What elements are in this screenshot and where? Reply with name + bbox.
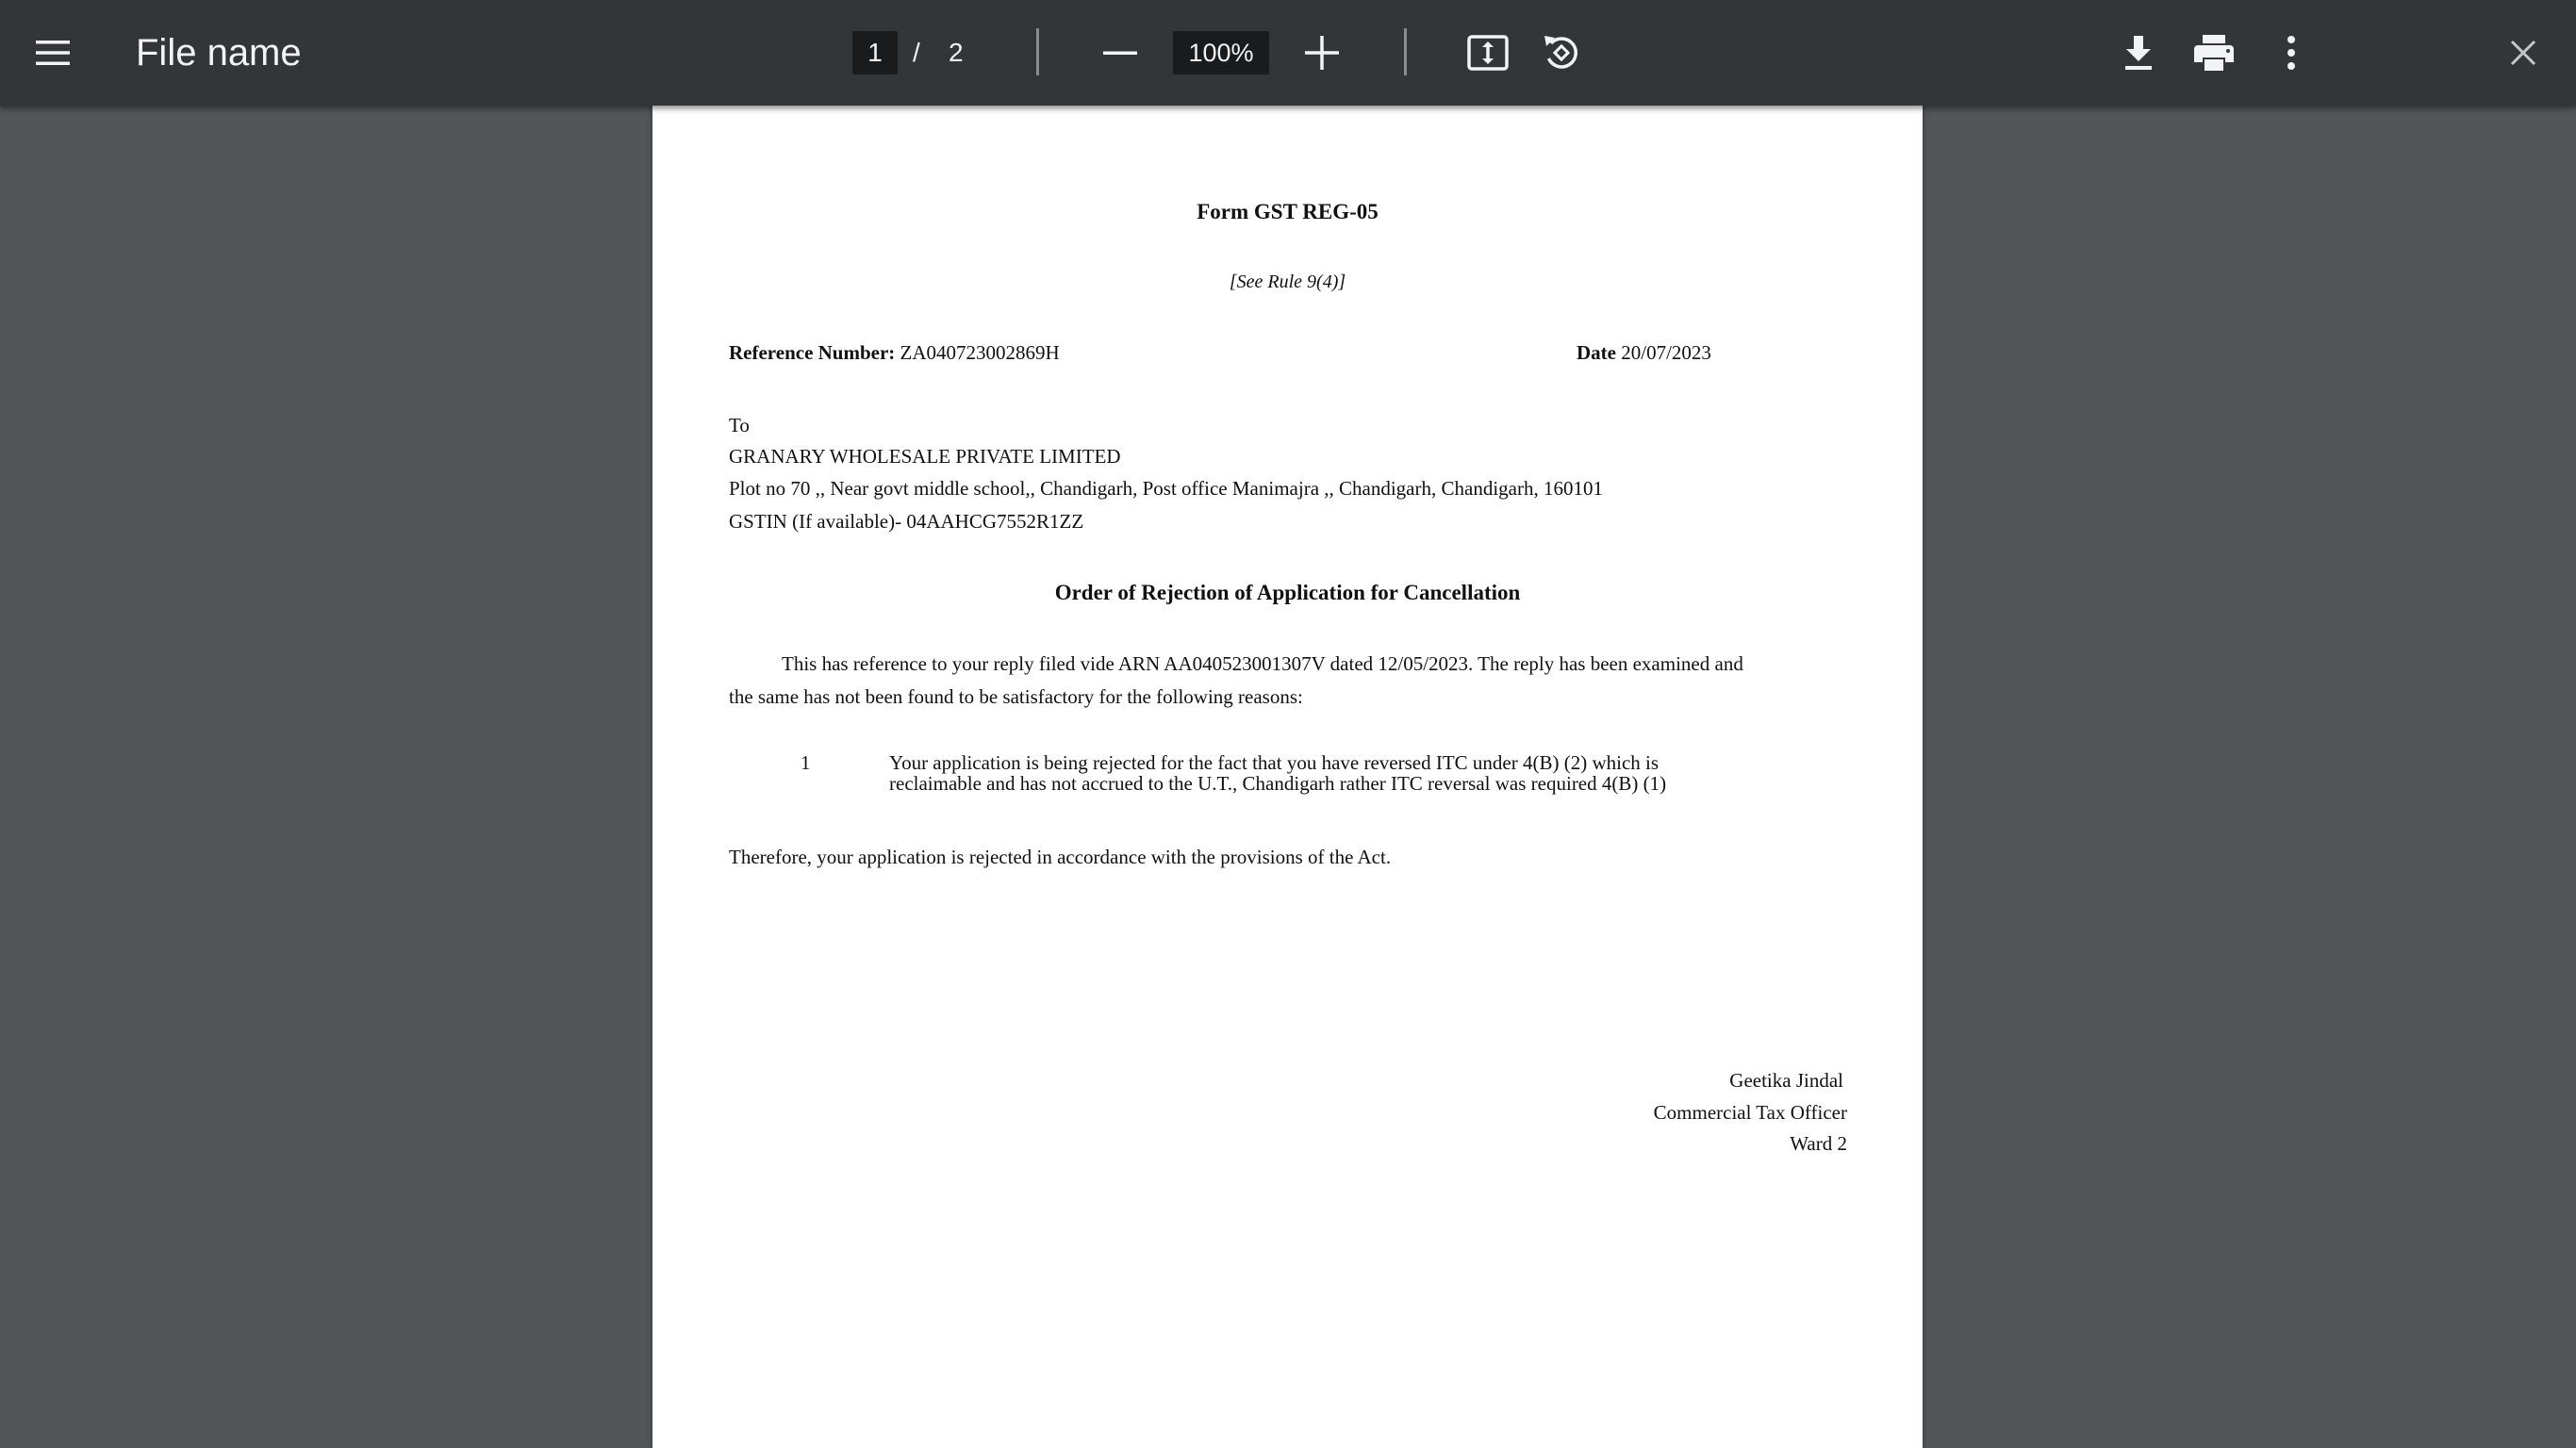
date-label: Date [1577,341,1616,364]
document-date [1577,341,1711,365]
signatory-name: Geetika Jindal [1729,1069,1843,1092]
signatory-title: Commercial Tax Officer [1653,1101,1847,1124]
fit-to-page-icon [1466,34,1510,72]
toolbar-divider [1036,28,1039,75]
reference-number [729,341,1060,365]
gstin: GSTIN (If available)- 04AAHCG7552R1ZZ [729,510,1084,533]
signatory-ward: Ward 2 [1790,1132,1847,1155]
plus-icon [1303,34,1341,72]
fit-to-page-button[interactable] [1454,19,1522,87]
pdf-page [652,106,1923,1448]
company-address: Plot no 70 ,, Near govt middle school,, Chandigarh, Post office Manimajra ,, Chandigarh, Chandigarh, 160101 [729,477,1603,500]
paragraph-line-2: the same has not been found to be satisfactory for the following reasons: [729,685,1303,708]
menu-button[interactable] [19,19,87,87]
order-heading: Order of Rejection of Application for Cancellation [1054,581,1521,604]
download-icon [2122,34,2155,72]
reference-label: Reference Number: [729,341,896,364]
zoom-in-button[interactable] [1288,19,1356,87]
reason-line-1: Your application is being rejected for the fact that you have reversed ITC under 4(B) (2) which is [889,751,1660,774]
page-separator: / [913,38,920,67]
more-vertical-icon [2286,34,2297,72]
reason-number: 1 [801,751,811,774]
date-value: 20/07/2023 [1621,341,1711,364]
print-icon [2192,33,2236,73]
page-number-input[interactable] [852,31,898,74]
rotate-counterclockwise-icon [1541,32,1582,74]
download-button[interactable] [2105,19,2172,87]
pdf-viewer-toolbar [0,0,2576,106]
total-pages: 2 [949,38,964,67]
zoom-level-input[interactable] [1173,31,1269,74]
company-name: GRANARY WHOLESALE PRIVATE LIMITED [729,445,1121,468]
minus-icon [1101,34,1139,72]
more-options-button[interactable] [2257,19,2325,87]
reference-value: ZA040723002869H [900,341,1060,364]
rotate-button[interactable] [1527,19,1595,87]
toolbar-divider [1404,28,1407,75]
reason-line-2: reclaimable and has not accrued to the U.T., Chandigarh rather ITC reversal was required 4(B) (1) [889,772,1667,795]
close-icon [2509,39,2537,67]
form-title: Form GST REG-05 [1197,200,1379,223]
paragraph-line-1: This has reference to your reply filed vide ARN AA040523001307V dated 12/05/2023. The reply has been examined and [782,652,1743,675]
to-label: To [729,414,750,436]
file-name-title: File name [136,32,302,74]
hamburger-menu-icon [34,38,72,68]
print-button[interactable] [2180,19,2248,87]
close-button[interactable] [2489,19,2557,87]
conclusion-text: Therefore, your application is rejected in accordance with the provisions of the Act. [729,846,1392,868]
zoom-out-button[interactable] [1086,19,1154,87]
rule-reference: [See Rule 9(4)] [1229,272,1346,292]
